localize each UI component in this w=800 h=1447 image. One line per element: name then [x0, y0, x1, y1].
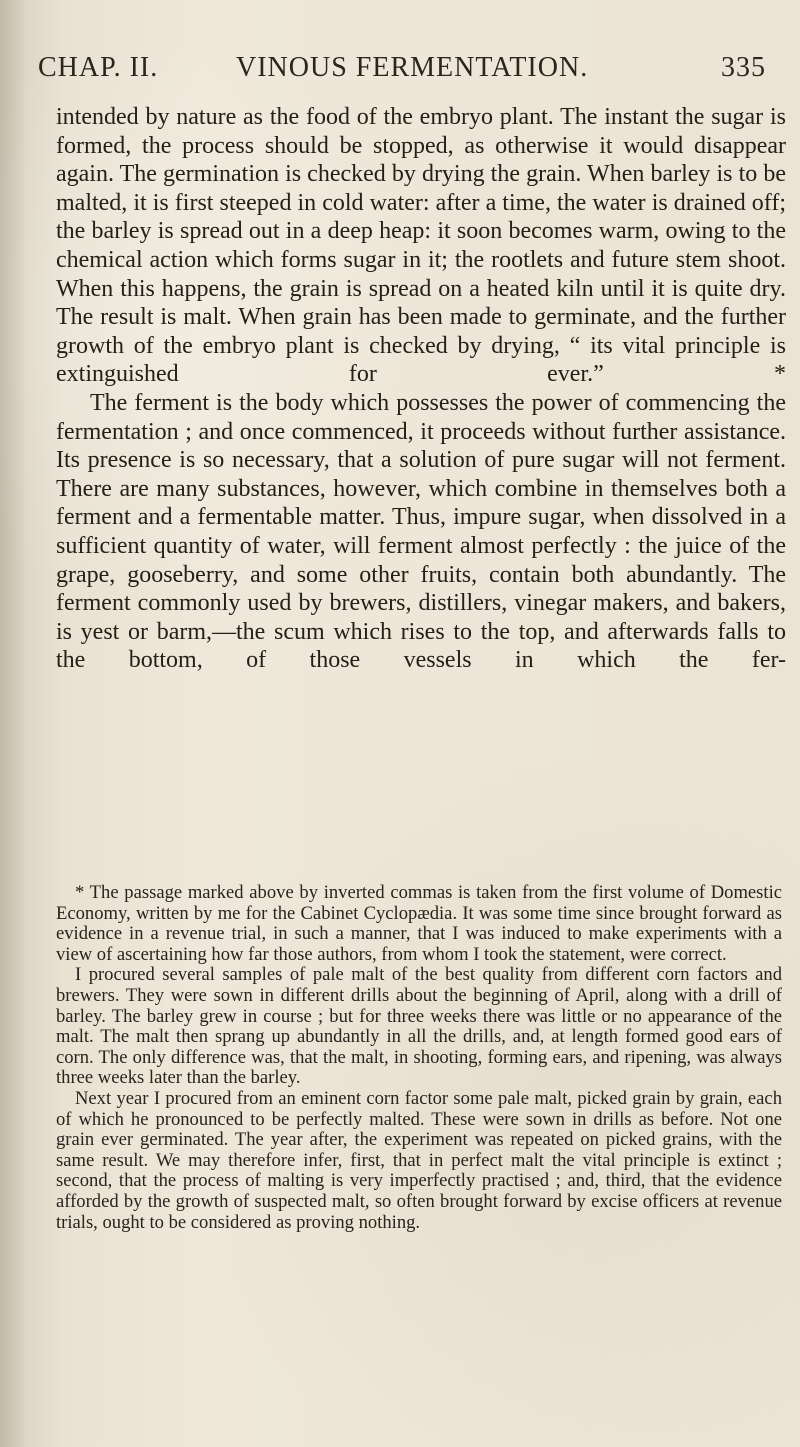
page-shadow-edge — [0, 0, 24, 1447]
footnote-2: I procured several samples of pale malt of the best quality from different corn factors and brewers. They were sown in different drills about the beginning of April, along with a drill of barley. The barley grew in course ; but for three weeks there was little or no appearance of the malt. The malt then sprang up abundantly in all the drills, and, at length formed good ears of corn. The only difference was, that the malt, in shooting, forming ears, and ripening, was always three weeks later than the barley. — [56, 964, 782, 1089]
footnote-1: * The passage marked above by inverted commas is taken from the first volume of Domestic Economy, written by me for the Cabinet Cyclopædia. It was some time since brought forward as evidence in a revenue trial, in such a manner, that I was induced to make experiments with a view of ascertaining how far those authors, from whom I took the statement, were correct. — [56, 882, 782, 965]
footnote-3: Next year I procured from an eminent corn factor some pale malt, picked grain by grain, each of which he pronounced to be perfectly malted. These were sown in drills as before. Not one grain ever germinated. The year after, the experiment was repeated on picked grains, with the same result. We may therefore infer, first, that in perfect malt the vital principle is extinct ; second, that the process of malting is very imperfectly practised ; and, third, that the evidence afforded by the growth of suspected malt, so often brought forward by excise officers at revenue trials, ought to be considered as proving nothing. — [56, 1087, 782, 1233]
footnotes — [56, 883, 782, 1233]
running-header — [38, 52, 778, 92]
body-paragraph-2: The ferment is the body which possesses the power of commencing the fermentation ; and once commenced, it proceeds without further assistance. Its presence is so necessary, that a solution of pure sugar will not ferment. There are many substances, however, which combine in themselves both a ferment and a fermentable matter. Thus, impure sugar, when dissolved in a sufficient quantity of water, will ferment almost perfectly : the juice of the grape, gooseberry, and some other fruits, contain both abundantly. The ferment commonly used by brewers, distillers, vinegar makers, and bakers, is yest or barm,—the scum which rises to the top, and afterwards falls to the bottom, of those vessels in which the fer- — [56, 389, 786, 674]
chapter-label: CHAP. II. — [38, 52, 159, 83]
main-text — [56, 103, 786, 675]
chapter-title: VINOUS FERMENTATION. — [236, 52, 589, 83]
page-number: 335 — [721, 52, 766, 83]
body-paragraph-1: intended by nature as the food of the embryo plant. The instant the sugar is formed, the process should be stopped, as otherwise it would disappear again. The germination is checked by drying the grain. When barley is to be malted, it is first steeped in cold water: after a time, the water is drained off; the barley is spread out in a deep heap: it soon becomes warm, owing to the chemical action which forms sugar in it; the rootlets and future stem shoot. When this happens, the grain is spread on a heated kiln until it is quite dry. The result is malt. When grain has been made to germinate, and the further growth of the embryo plant is checked by drying, “ its vital principle is extinguished for ever.” * — [56, 104, 786, 388]
